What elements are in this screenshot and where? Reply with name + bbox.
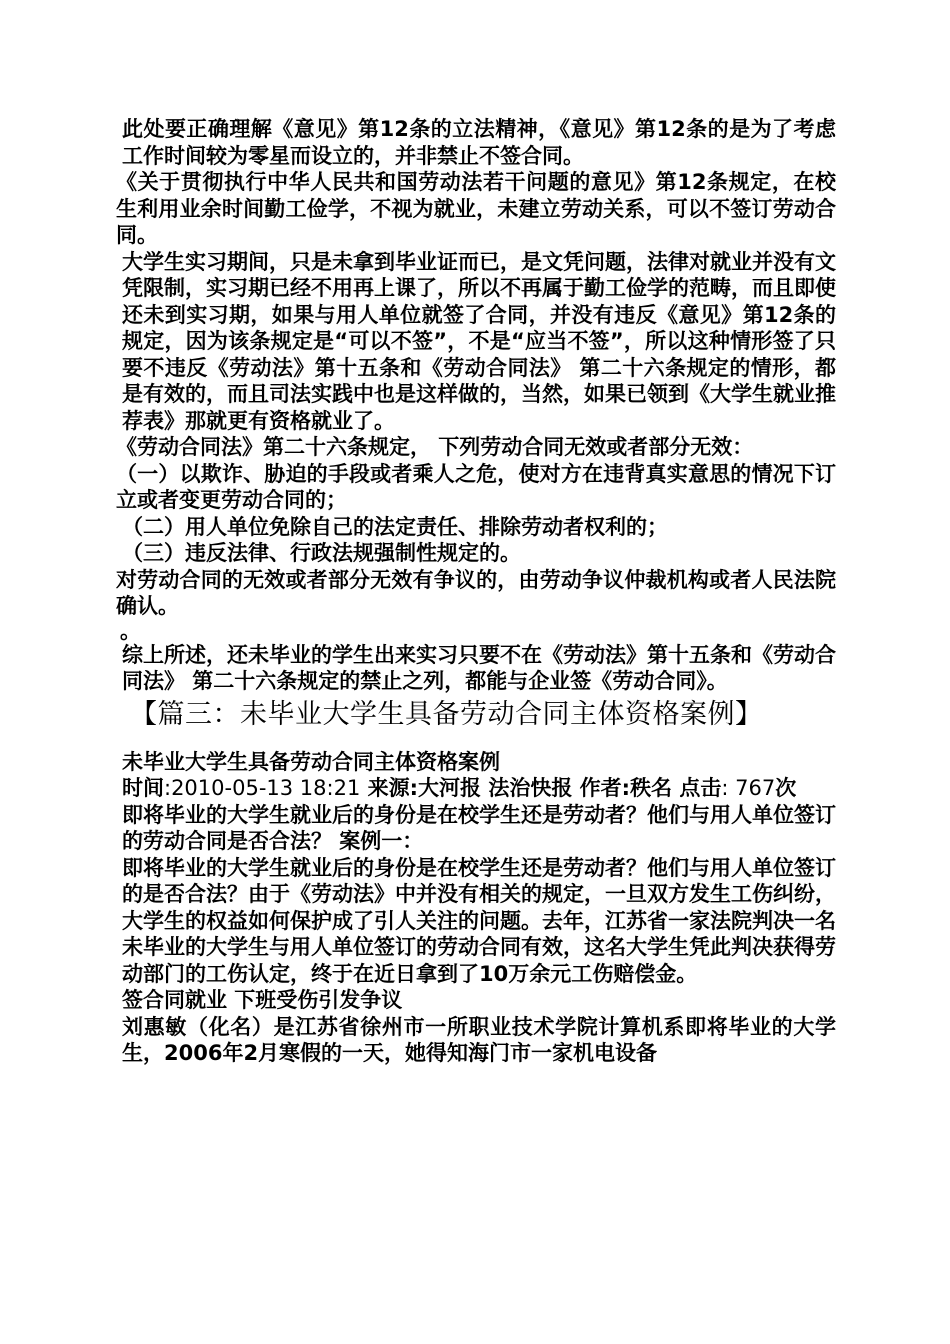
stray-period: 。 <box>120 618 141 643</box>
paragraph-case-one: 即将毕业的大学生就业后的身份是在校学生还是劳动者？他们与用人单位签订的是否合法？由于《劳动法》中并没有相关的规定，一旦双方发生工伤纠纷，大学生的权益如何保护成了引人关注的问题。去年，江苏省一家法院判决一名未毕业的大学生与用人单位签订的劳动合同有效，这名大学生凭此判决获得劳动部门的工伤认定，终于在近日拿到了10万余元工伤赔偿金。 <box>122 855 836 986</box>
article-meta: 时间:2010-05-13 18:21 来源:大河报 法治快报 作者:秩名 点击: 767次 <box>122 776 797 800</box>
meta-clicks-label: 点击 <box>679 776 722 800</box>
article-title: 未毕业大学生具备劳动合同主体资格案例 <box>122 749 500 774</box>
list-item-employer-exemption: （二）用人单位免除自己的法定责任、排除劳动者权利的； <box>122 514 668 539</box>
paragraph-conclusion: 综上所述，还未毕业的学生出来实习只要不在《劳动法》第十五条和《劳动合同法》 第二十六条规定的禁止之列，都能与企业签《劳动合同》。 <box>122 642 836 693</box>
section-heading: 【篇三：未毕业大学生具备劳动合同主体资格案例】 <box>130 698 763 730</box>
subheading-dispute: 签合同就业 下班受伤引发争议 <box>122 988 403 1012</box>
meta-time-label: 时间 <box>122 776 164 800</box>
meta-time-value: :2010-05-13 18:21 <box>164 776 361 800</box>
paragraph-article-26: 《劳动合同法》第二十六条规定， 下列劳动合同无效或者部分无效： <box>116 435 754 459</box>
paragraph-internship-period: 大学生实习期间，只是未拿到毕业证而已，是文凭问题，法律对就业并没有文凭限制，实习期已经不用再上课了，所以不再属于勤工俭学的范畴，而且即使还未到实习期，如果与用人单位就签了合同，并没有违反《意见》第12条的规定，因为该条规定是“可以不签”，不是“应当不签”，所以这种情形签了只要不违反《劳动法》第十五条和《劳动合同法》 第二十六条规定的情形，都是有效的，而且司法实践中也是这样做的，当然，如果已领到《大学生就业推荐表》那就更有资格就业了。 <box>122 249 836 433</box>
paragraph-dispute-confirmation: 对劳动合同的无效或者部分无效有争议的，由劳动争议仲裁机构或者人民法院确认。 <box>116 567 836 618</box>
list-item-law-violation: （三）违反法律、行政法规强制性规定的。 <box>122 541 521 565</box>
document-page <box>116 116 836 1067</box>
meta-source-value: 大河报 法治快报 <box>418 776 573 800</box>
meta-source-label: 来源 <box>367 776 410 800</box>
paragraph-legislative-spirit: 此处要正确理解《意见》第12条的立法精神，《意见》第12条的是为了考虑工作时间较为零星而设立的，并非禁止不签合同。 <box>122 117 836 168</box>
paragraph-liu-huimin: 刘惠敏（化名）是江苏省徐州市一所职业技术学院计算机系即将毕业的大学生，2006年2月寒假的一天，她得知海门市一家机电设备 <box>122 1014 836 1065</box>
meta-clicks-unit: 次 <box>775 776 797 800</box>
paragraph-opinion-article-12: 《关于贯彻执行中华人民共和国劳动法若干问题的意见》第12条规定，在校生利用业余时间勤工俭学，不视为就业，未建立劳动关系，可以不签订劳动合同。 <box>116 170 836 247</box>
meta-author-value: 秩名 <box>630 776 673 800</box>
list-item-fraud: （一）以欺诈、胁迫的手段或者乘人之危，使对方在违背真实意思的情况下订立或者变更劳动合同的； <box>116 461 836 512</box>
meta-clicks-value: : 767 <box>721 776 776 800</box>
meta-author-label: 作者 <box>579 776 622 800</box>
paragraph-question: 即将毕业的大学生就业后的身份是在校学生还是劳动者？他们与用人单位签订的劳动合同是否合法？ 案例一： <box>122 802 836 853</box>
